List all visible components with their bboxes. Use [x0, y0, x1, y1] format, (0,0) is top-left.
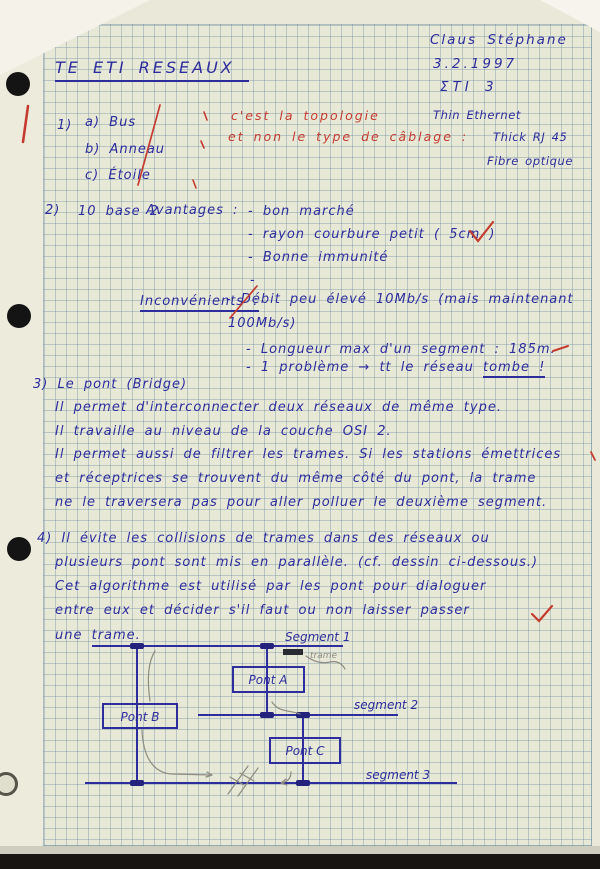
q3-line-3: Il permet aussi de filtrer les trames. Si les stations émettrices — [55, 447, 562, 462]
q2-inconvenient-3-emph: tombe ! — [483, 360, 545, 378]
q1-red-correction-line1: c'est la topologie — [231, 108, 380, 123]
frame-packet-icon — [283, 649, 303, 655]
hole-punch — [6, 72, 30, 96]
q2-inconvenient-2: - Longueur max d'un segment : 185m. — [246, 342, 556, 357]
scan-bottom-shadow — [0, 846, 600, 854]
q3-heading: 3) Le pont (Bridge) — [33, 377, 188, 392]
left-margin — [0, 0, 43, 869]
q2-inconvenient-3 — [246, 360, 545, 375]
pontC-label: Pont C — [285, 744, 325, 758]
q1-cable-type-3: Fibre optique — [487, 154, 574, 168]
pencil-curve-pontA-bottom — [272, 702, 300, 714]
date: 3.2.1997 — [433, 56, 518, 72]
segment3-label: segment 3 — [366, 768, 431, 782]
segment1-label: Segment 1 — [285, 630, 351, 644]
q1-cable-type-1: Thin Ethernet — [433, 108, 521, 122]
q2-inconvenient-3-text: - 1 problème → tt le réseau — [246, 360, 483, 375]
q2-inconvenient-1a: - Débit peu élevé 10Mb/s (mais maintenant — [226, 292, 574, 307]
frame-pencil-label: trame — [310, 651, 338, 661]
q4-line-3: Cet algorithme est utilisé par les pont pour dialoguer — [55, 579, 487, 594]
q1-red-correction-line2: et non le type de câblage : — [228, 129, 469, 144]
pontB-label: Pont B — [120, 710, 160, 724]
junction — [130, 780, 144, 786]
q2-number: 2) — [45, 203, 61, 218]
q1-cable-type-2: Thick RJ 45 — [493, 130, 568, 144]
q2-advantage-3: - Bonne immunité — [248, 250, 389, 265]
q3-line-2: Il travaille au niveau de la couche OSI 2. — [55, 424, 392, 439]
q1-item-b: b) Anneau — [85, 142, 166, 157]
q1-item-c: c) Étoile — [85, 168, 151, 183]
q2-inconvenients-word: Inconvénients : — [140, 294, 259, 312]
q4-line-2: plusieurs pont sont mis en parallèle. (cf. dessin ci-dessous.) — [55, 555, 539, 570]
q1-item-a: a) Bus — [85, 115, 137, 130]
junction — [260, 712, 274, 718]
segment2-label: segment 2 — [354, 698, 419, 712]
q3-line-5: ne le traversera pas pour aller polluer le deuxième segment. — [55, 495, 548, 510]
q2-advantage-1: - bon marché — [248, 204, 355, 219]
hole-punch — [7, 537, 31, 561]
junction — [130, 643, 144, 649]
q3-line-4: et réceptrices se trouvent du même côté du pont, la trame — [55, 471, 537, 486]
q4-line-1: 4) Il évite les collisions de trames dans des réseaux ou — [37, 531, 490, 546]
pencil-curve-pontB-top — [148, 651, 155, 701]
q2-tech: 10 base 2 — [78, 204, 160, 219]
q2-advantage-dash: - — [250, 273, 256, 288]
q2-inconvenient-1b: 100Mb/s) — [228, 316, 297, 331]
junction — [296, 780, 310, 786]
q4-line-5: une trame. — [55, 628, 141, 643]
junction — [260, 643, 274, 649]
bridge-network-diagram — [60, 625, 480, 800]
q2-advantage-2: - rayon courbure petit ( 5cm ) — [248, 227, 496, 242]
hole-punch — [7, 304, 31, 328]
class-group: ΣTI 3 — [440, 79, 498, 95]
q3-line-1: Il permet d'interconnecter deux réseaux de même type. — [55, 400, 502, 415]
pencil-curve-pontB-bottom — [142, 730, 212, 775]
q1-number: 1) — [57, 118, 73, 133]
pencil-frame-path — [142, 651, 345, 796]
student-name: Claus Stéphane — [430, 32, 568, 48]
q2-advantages-label: Avantages : — [146, 203, 239, 218]
scan-bottom-edge — [0, 854, 600, 869]
pontA-label: Pont A — [248, 673, 288, 687]
page-title: TE ETI RESEAUX — [55, 58, 249, 82]
q4-line-4: entre eux et décider s'il faut ou non laisser passer — [55, 603, 470, 618]
